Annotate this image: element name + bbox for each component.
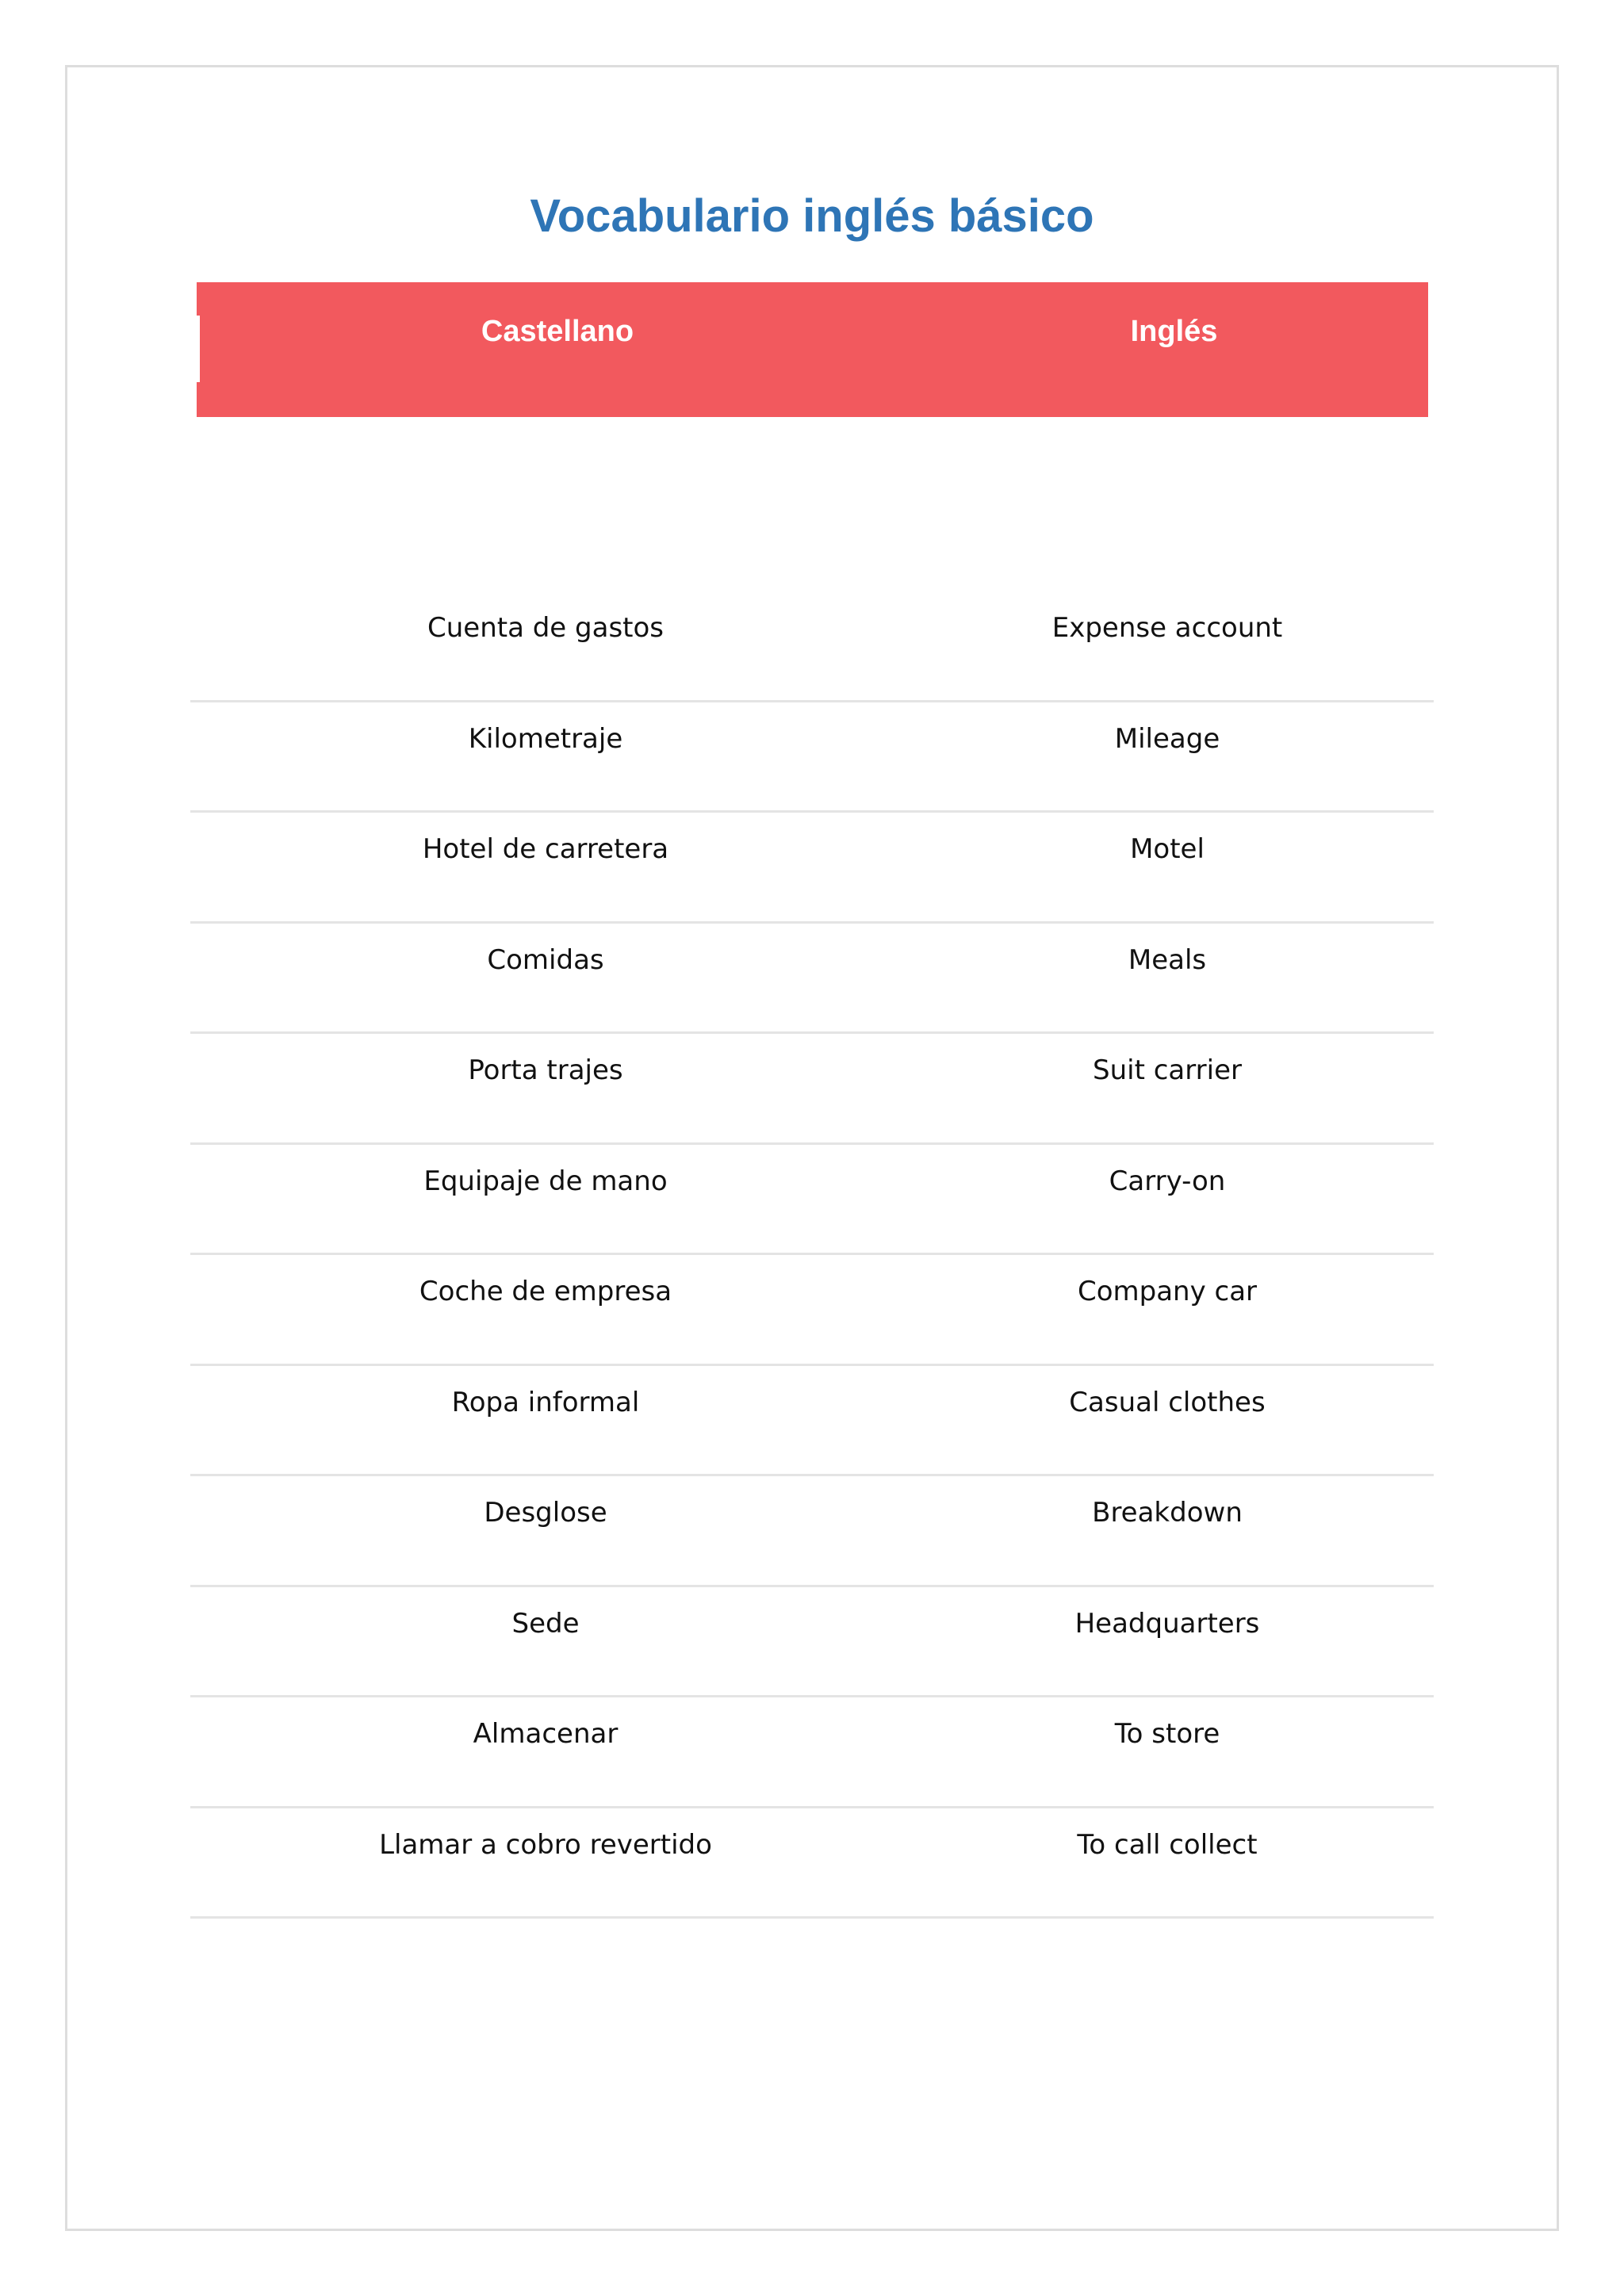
english-term: Motel	[1130, 833, 1205, 865]
table-row	[190, 702, 1434, 813]
english-term: Headquarters	[1074, 1607, 1260, 1640]
spanish-term: Desglose	[484, 1497, 607, 1529]
spanish-term: Equipaje de mano	[423, 1165, 668, 1197]
english-term: Carry-on	[1109, 1165, 1226, 1197]
english-term: Breakdown	[1092, 1497, 1243, 1529]
spanish-term: Kilometraje	[468, 722, 623, 755]
header-ingles: Inglés	[1130, 315, 1218, 348]
table-row	[190, 813, 1434, 924]
spanish-term: Llamar a cobro revertido	[379, 1828, 712, 1861]
table-row	[190, 1808, 1434, 1919]
english-term: Meals	[1128, 943, 1207, 976]
table-row	[190, 1476, 1434, 1587]
table-row	[190, 1034, 1434, 1145]
english-term: Suit carrier	[1093, 1054, 1242, 1086]
spanish-term: Ropa informal	[451, 1386, 640, 1418]
spanish-term: Comidas	[487, 943, 604, 976]
spanish-term: Almacenar	[473, 1718, 619, 1750]
table-row	[190, 924, 1434, 1035]
english-term: To store	[1114, 1718, 1220, 1750]
row-divider	[190, 1916, 1434, 1919]
spanish-term: Sede	[511, 1607, 580, 1640]
table-row	[190, 1145, 1434, 1256]
spanish-term: Coche de empresa	[419, 1276, 672, 1307]
table-row	[190, 1255, 1434, 1366]
table-row	[190, 1366, 1434, 1477]
table-row	[190, 1697, 1434, 1808]
table-row	[190, 591, 1434, 702]
page-title: Vocabulario inglés básico	[530, 190, 1094, 242]
spanish-term: Porta trajes	[468, 1054, 623, 1086]
header-castellano: Castellano	[481, 315, 634, 348]
spanish-term: Hotel de carretera	[422, 833, 669, 865]
english-term: To call collect	[1077, 1828, 1258, 1861]
table-row	[190, 1587, 1434, 1698]
english-term: Company car	[1077, 1276, 1258, 1307]
vocabulary-table-body	[190, 591, 1434, 1919]
spanish-term: Cuenta de gastos	[427, 612, 664, 644]
english-term: Mileage	[1114, 722, 1220, 755]
english-term: Expense account	[1051, 612, 1283, 644]
english-term: Casual clothes	[1069, 1386, 1266, 1418]
